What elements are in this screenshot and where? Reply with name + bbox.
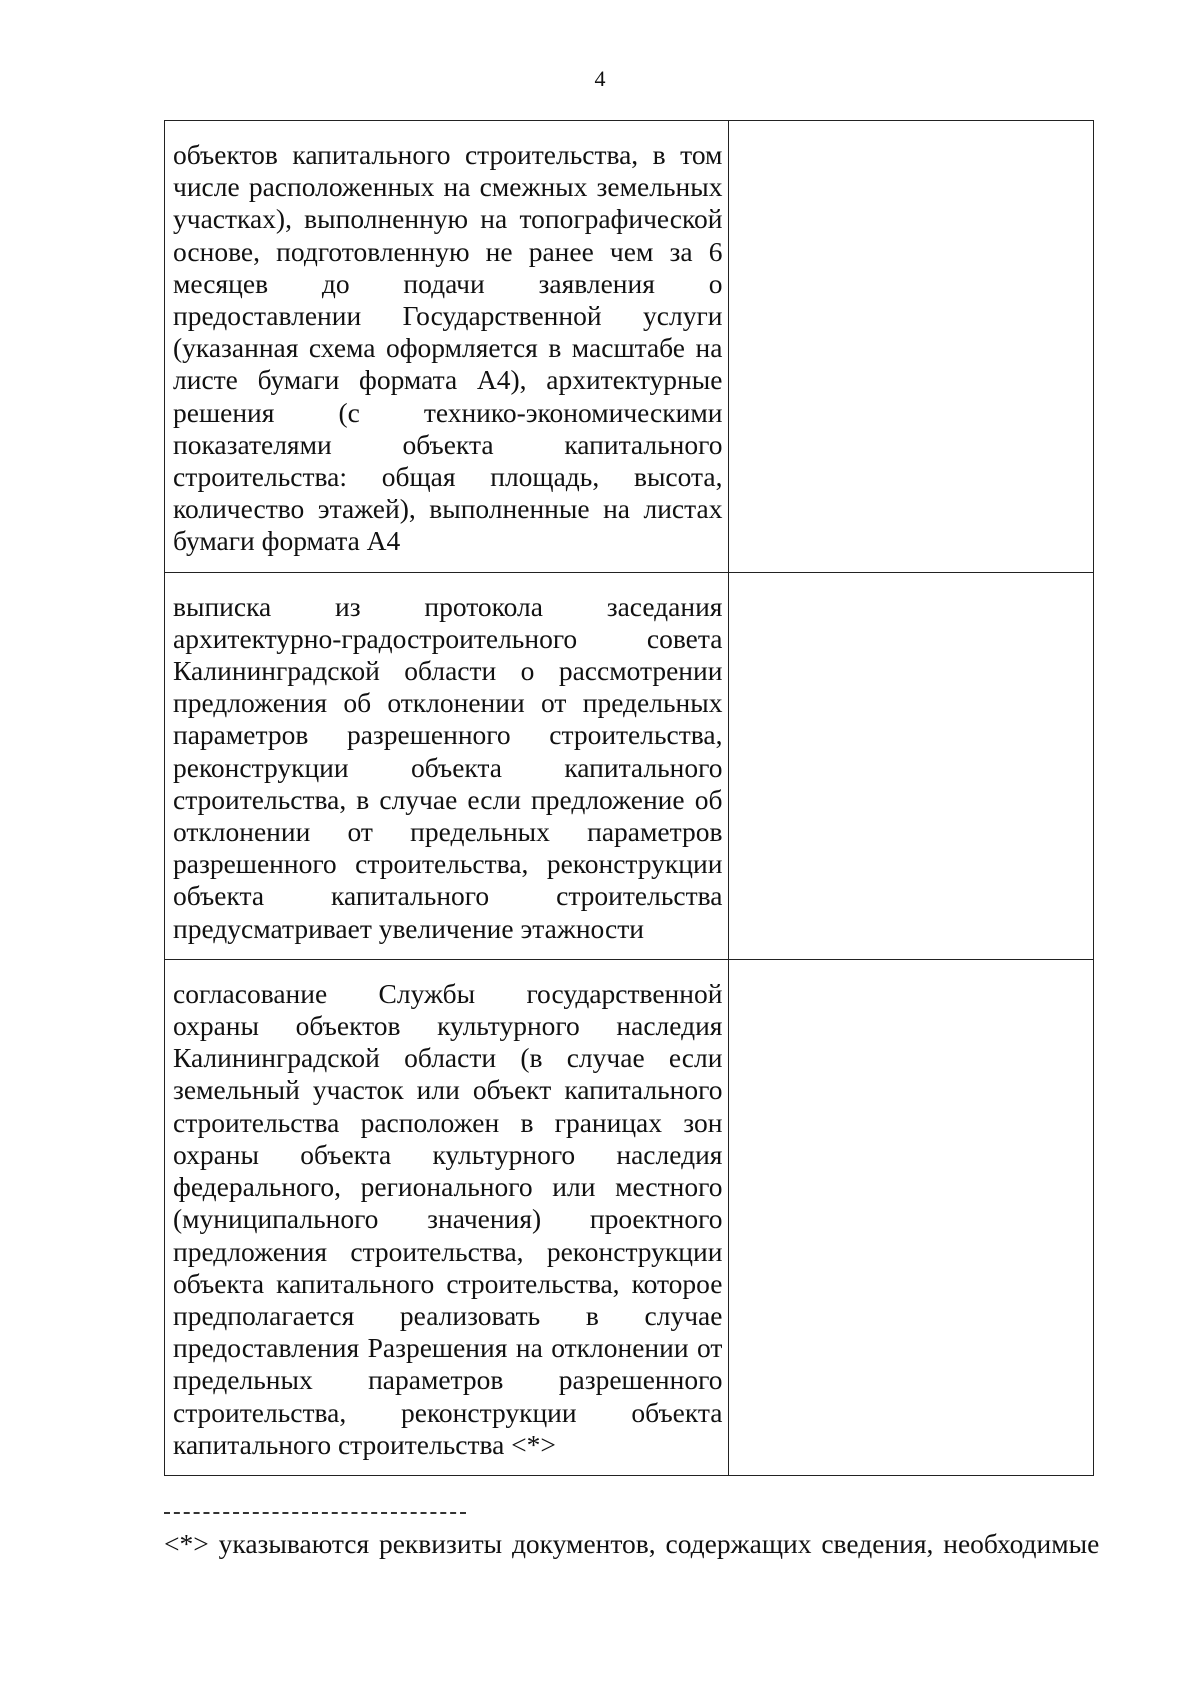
table-cell-empty: [729, 959, 1094, 1475]
table-cell-empty: [729, 121, 1094, 573]
table-cell-text: согласование Службы государственной охраны объектов культурного наследия Калининградской области (в случае если земельный участок или объект капитального строительства расположен в границах зон охраны объекта культурного наследия федерального, регионального или местного (муниципального значения) проектного предложения строительства, реконструкции объекта капитального строительства, которое предполагается реализовать в случае предоставления Разрешения на отклонении от предельных параметров разрешенного строительства, реконструкции объекта капитального строительства <*>: [165, 959, 729, 1475]
footnote-text: <*> указываются реквизиты документов, содержащих сведения, необходимые: [164, 1528, 1100, 1559]
footnote-divider: [164, 1512, 466, 1514]
table-cell-text: выписка из протокола заседания архитектурно-градостроительного совета Калининградской области о рассмотрении предложения об отклонении от предельных параметров разрешенного строительства, реконструкции объекта капитального строительства, в случае если предложение об отклонении от предельных параметров разрешенного строительства, реконструкции объекта капитального строительства предусматривает увеличение этажности: [165, 572, 729, 959]
table-row: [165, 959, 1094, 1475]
table-row: [165, 572, 1094, 959]
table-row: [165, 121, 1094, 573]
page-number: 4: [594, 66, 606, 91]
table-cell-text: объектов капитального строительства, в том числе расположенных на смежных земельных участках), выполненную на топографической основе, подготовленную не ранее чем за 6 месяцев до подачи заявления о предоставлении Государственной услуги (указанная схема оформляется в масштабе на листе бумаги формата А4), архитектурные решения (с технико-экономическими показателями объекта капитального строительства: общая площадь, высота, количество этажей), выполненные на листах бумаги формата А4: [165, 121, 729, 573]
document-table: [164, 120, 1094, 1476]
table-cell-empty: [729, 572, 1094, 959]
